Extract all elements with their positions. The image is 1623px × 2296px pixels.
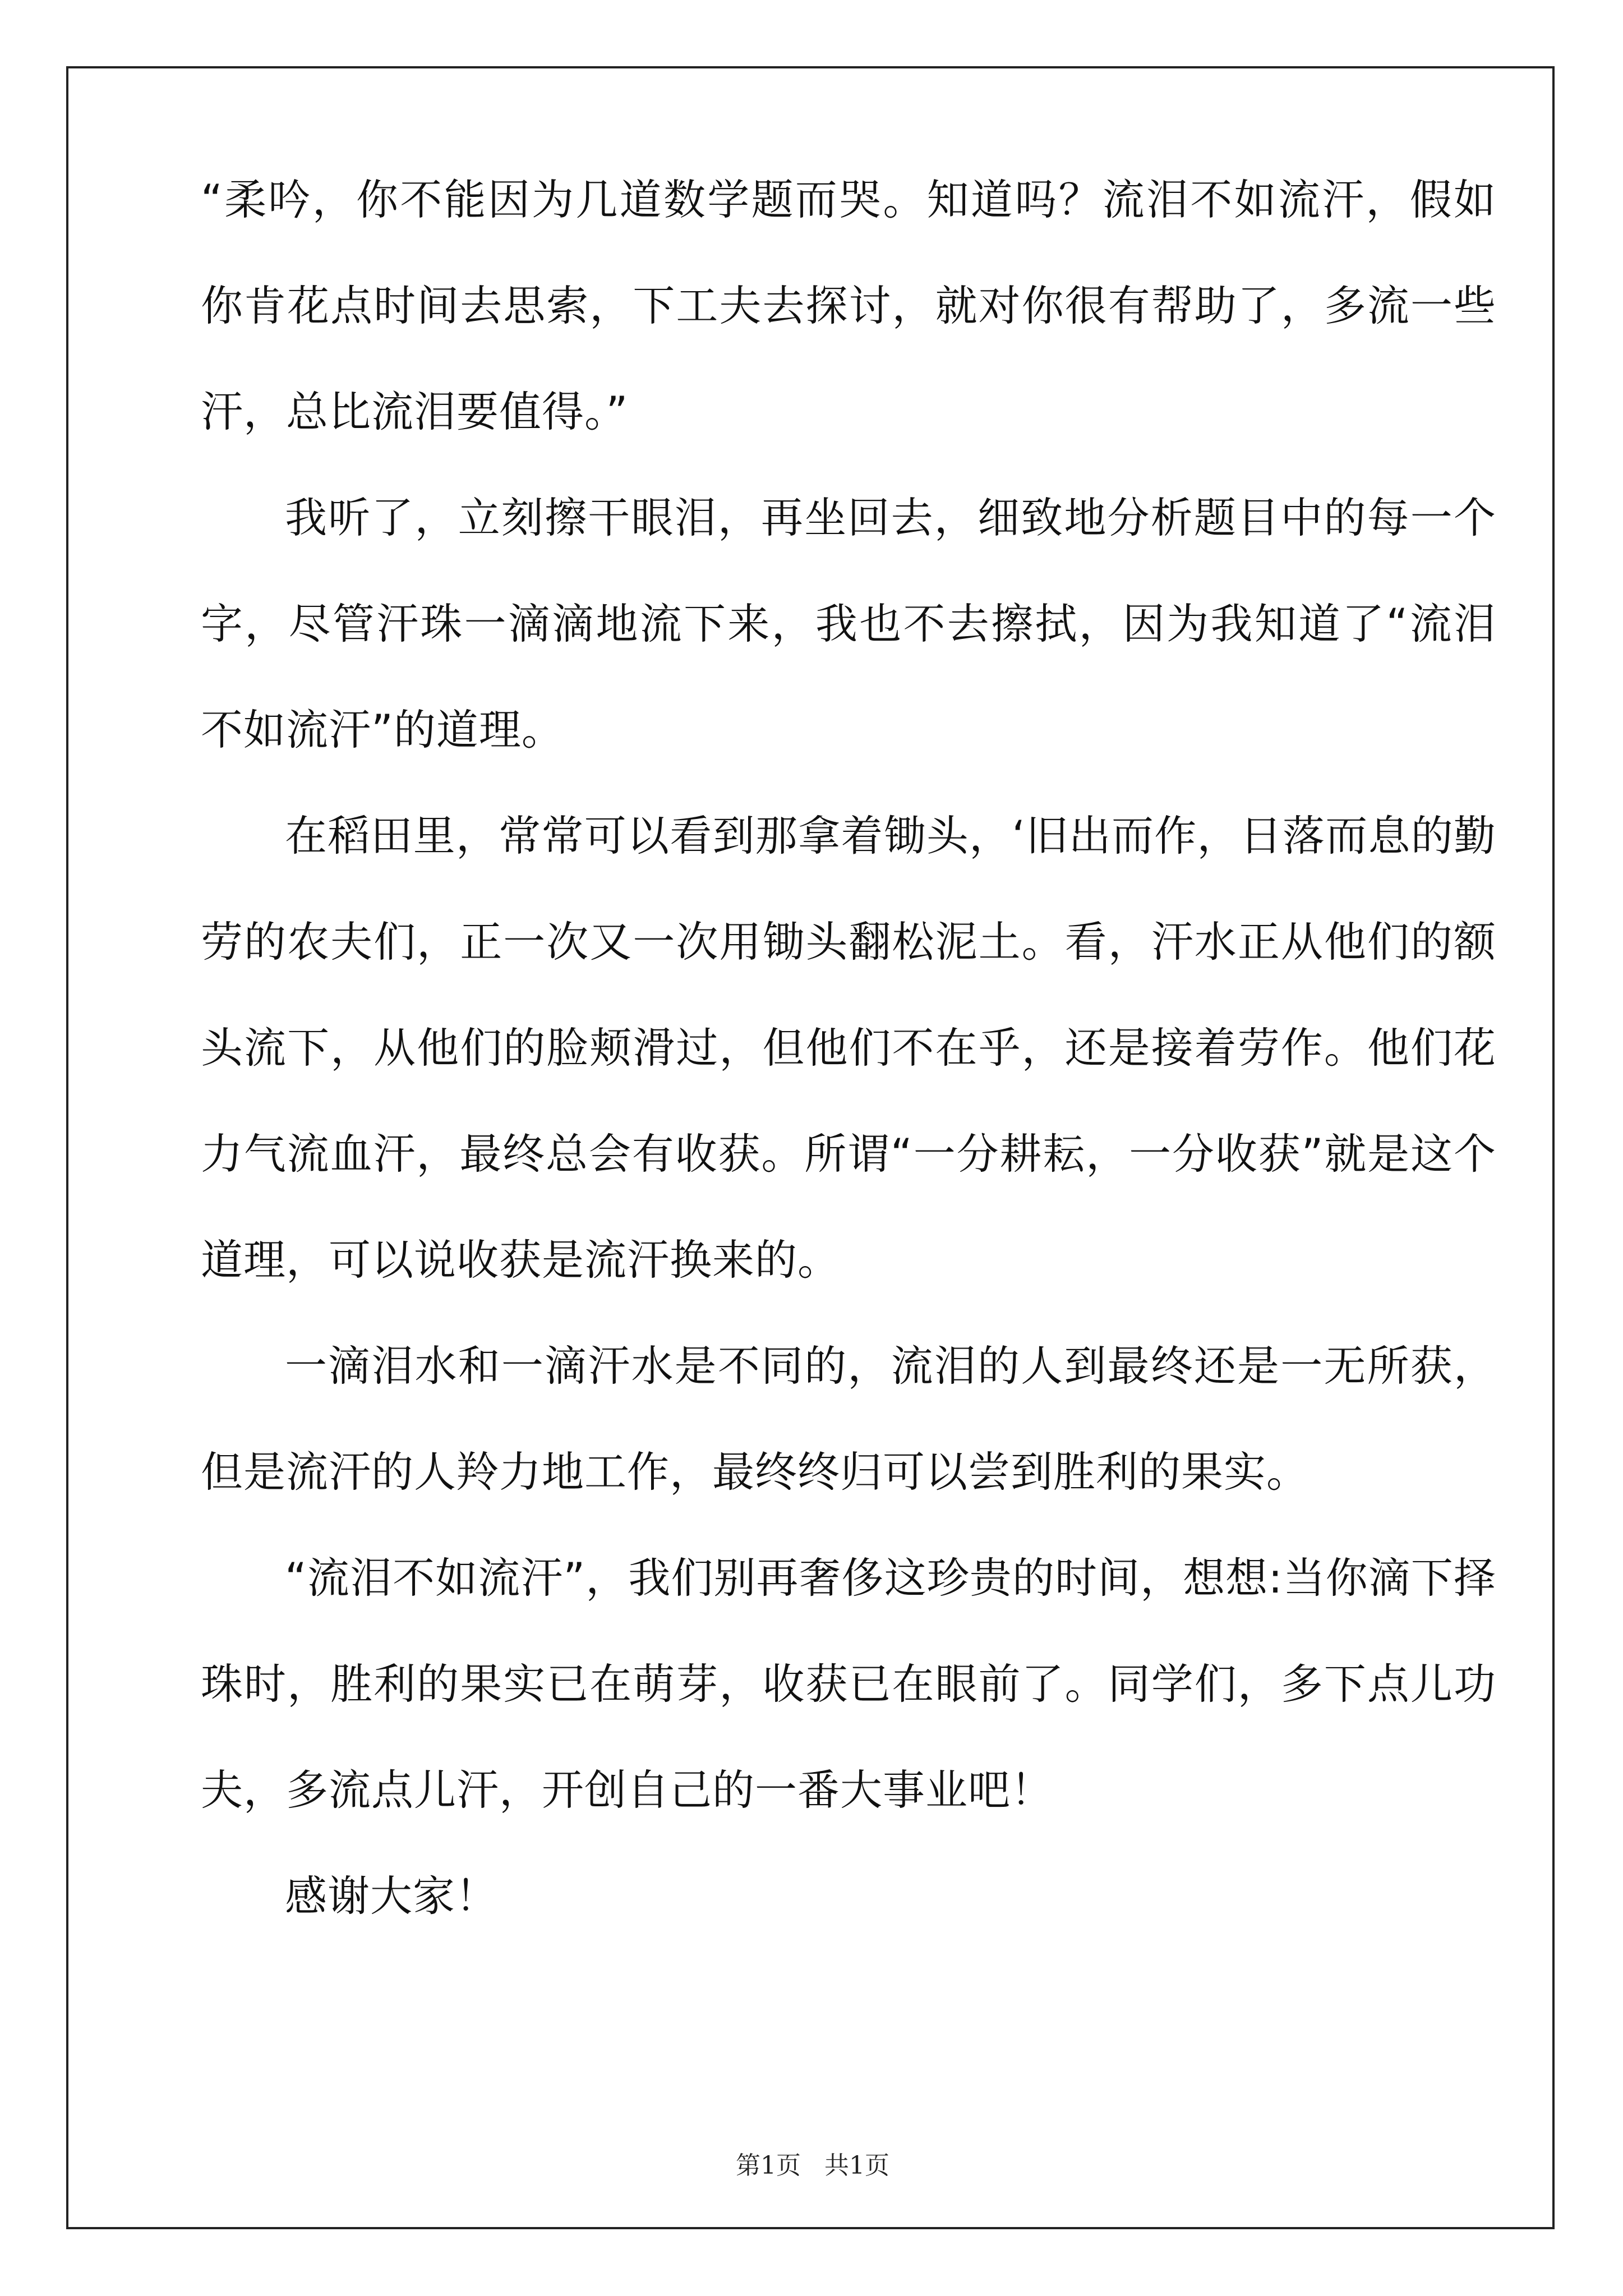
paragraph-5: “流泪不如流汗”，我们别再奢侈这珍贵的时间，想想:当你滴下择珠时，胜利的果实已在萌芽，收获已在眼前了。同学们，多下点儿功夫，多流点儿汗，开创自己的一番大事业吧！ [201, 1553, 1496, 1815]
document-body [201, 147, 1496, 1949]
page-frame [66, 66, 1555, 2229]
paragraph-4: 一滴泪水和一滴汗水是不同的，流泪的人到最终还是一无所获，但是流汗的人羚力地工作，最终终归可以尝到胜利的果实。 [201, 1341, 1496, 1497]
page-number-footer: 第1页 共1页 [736, 2151, 889, 2180]
paragraph-6: 感谢大家！ [285, 1871, 499, 1921]
paragraph-1: “柔吟，你不能因为几道数学题而哭。知道吗？流泪不如流汗，假如你肯花点时间去思索，下工夫去探讨，就对你很有帮助了，多流一些汗，总比流泪要值得。” [201, 175, 1496, 436]
paragraph-2: 我听了，立刻擦干眼泪，再坐回去，细致地分析题目中的每一个字，尽管汗珠一滴滴地流下来，我也不去擦拭，因为我知道了“流泪不如流汗”的道理。 [201, 493, 1496, 754]
paragraph-3: 在稻田里，常常可以看到那拿着锄头，‘旧出而作，日落而息的勤劳的农夫们，正一次又一次用锄头翻松泥土。看，汗水正从他们的额头流下，从他们的脸颊滑过，但他们不在乎，还是接着劳作。他们花力气流血汗，最终总会有收获。所谓“一分耕耘，一分收获”就是这个道理，可以说收获是流汗换来的。 [201, 811, 1496, 1285]
